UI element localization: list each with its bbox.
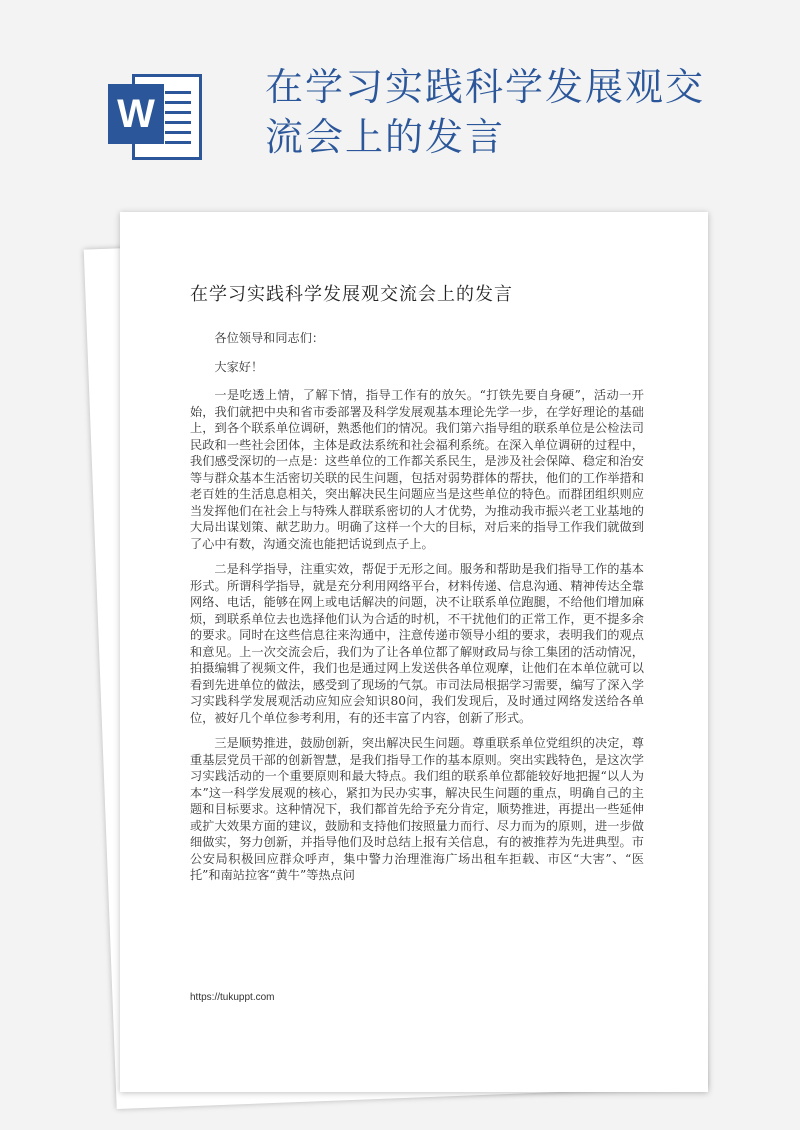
word-badge: W <box>108 84 164 144</box>
paragraph-2: 二是科学指导，注重实效，帮促于无形之间。服务和帮助是我们指导工作的基本形式。所谓科学指导，就是充分利用网络平台，材料传递、信息沟通、精神传达全靠网络、电话，能够在网上或电话解决的问题，决不让联系单位跑腿，不给他们增加麻烦，到联系单位去也选择他们认为合适的时机，不干扰他们的正常工作，更不提多余的要求。同时在这些信息往来沟通中，注意传递市领导小组的要求，表明我们的观点和意见。上一次交流会后，我们为了让各单位都了解财政局与徐工集团的活动情况，拍摄编辑了视频文件，我们也是通过网上发送供各单位观摩，让他们在本单位就可以看到先进单位的做法，感受到了现场的气氛。市司法局根据学习需要，编写了深入学习实践科学发展观活动应知应会知识80问，我们发现后，及时通过网络发送给各单位，被好几个单位参考利用，有的还丰富了内容，创新了形式。 <box>190 562 644 725</box>
document-title: 在学习实践科学发展观交流会上的发言 <box>190 284 513 305</box>
header-banner <box>0 0 800 210</box>
document-body <box>190 330 644 893</box>
salutation: 大家好！ <box>214 359 264 374</box>
paragraph-3: 三是顺势推进，鼓励创新，突出解决民生问题。尊重联系单位党组织的决定，尊重基层党员干部的创新智慧，是我们指导工作的基本原则。突出实践特色，是这次学习实践活动的一个重要原则和最大特点。我们组的联系单位都能较好地把握“以人为本”这一科学发展观的核心，紧扣为民办实事，解决民生问题的重点，明确自己的主题和目标要求。这种情况下，我们都首先给予充分肯定，顺势推进，再提出一些延伸或扩大效果方面的建议，鼓励和支持他们按照量力而行、尽力而为的原则，进一步做细做实，努力创新，并指导他们及时总结上报有关信息，有的被推荐为先进典型。市公安局积极回应群众呼声，集中警力治理淮海广场出租车拒载、市区“大害”、“医托”和南站拉客“黄牛”等热点问 <box>190 736 644 882</box>
page-title: 在学习实践科学发展观交流会上的发言 <box>265 65 706 159</box>
document-page <box>120 212 708 1092</box>
footer-url[interactable]: https://tukuppt.com <box>190 992 275 1003</box>
paragraph-1: 一是吃透上情，了解下情，指导工作有的放矢。“打铁先要自身硬”，活动一开始，我们就把中央和省市委部署及科学发展观基本理论先学一步，在学好理论的基础上，到各个联系单位调研，熟悉他们的情况。我们第六指导组的联系单位是公检法司民政和一些社会团体，主体是政法系统和社会福利系统。在深入单位调研的过程中，我们感受深切的一点是：这些单位的工作都关系民生，是涉及社会保障、稳定和治安等与群众基本生活密切关联的民生问题，包括对弱势群体的帮扶，他们的工作举措和老百姓的生活息息相关，突出解决民生问题应当是这些单位的特色。而群团组织则应当发挥他们在社会上与特殊人群联系密切的人才优势，为推动我市振兴老工业基地的大局出谋划策、献艺助力。明确了这样一个大的目标，对后来的指导工作我们就做到了心中有数，沟通交流也能把话说到点子上。 <box>190 388 644 551</box>
word-icon <box>100 68 212 160</box>
greeting: 各位领导和同志们： <box>214 331 325 345</box>
